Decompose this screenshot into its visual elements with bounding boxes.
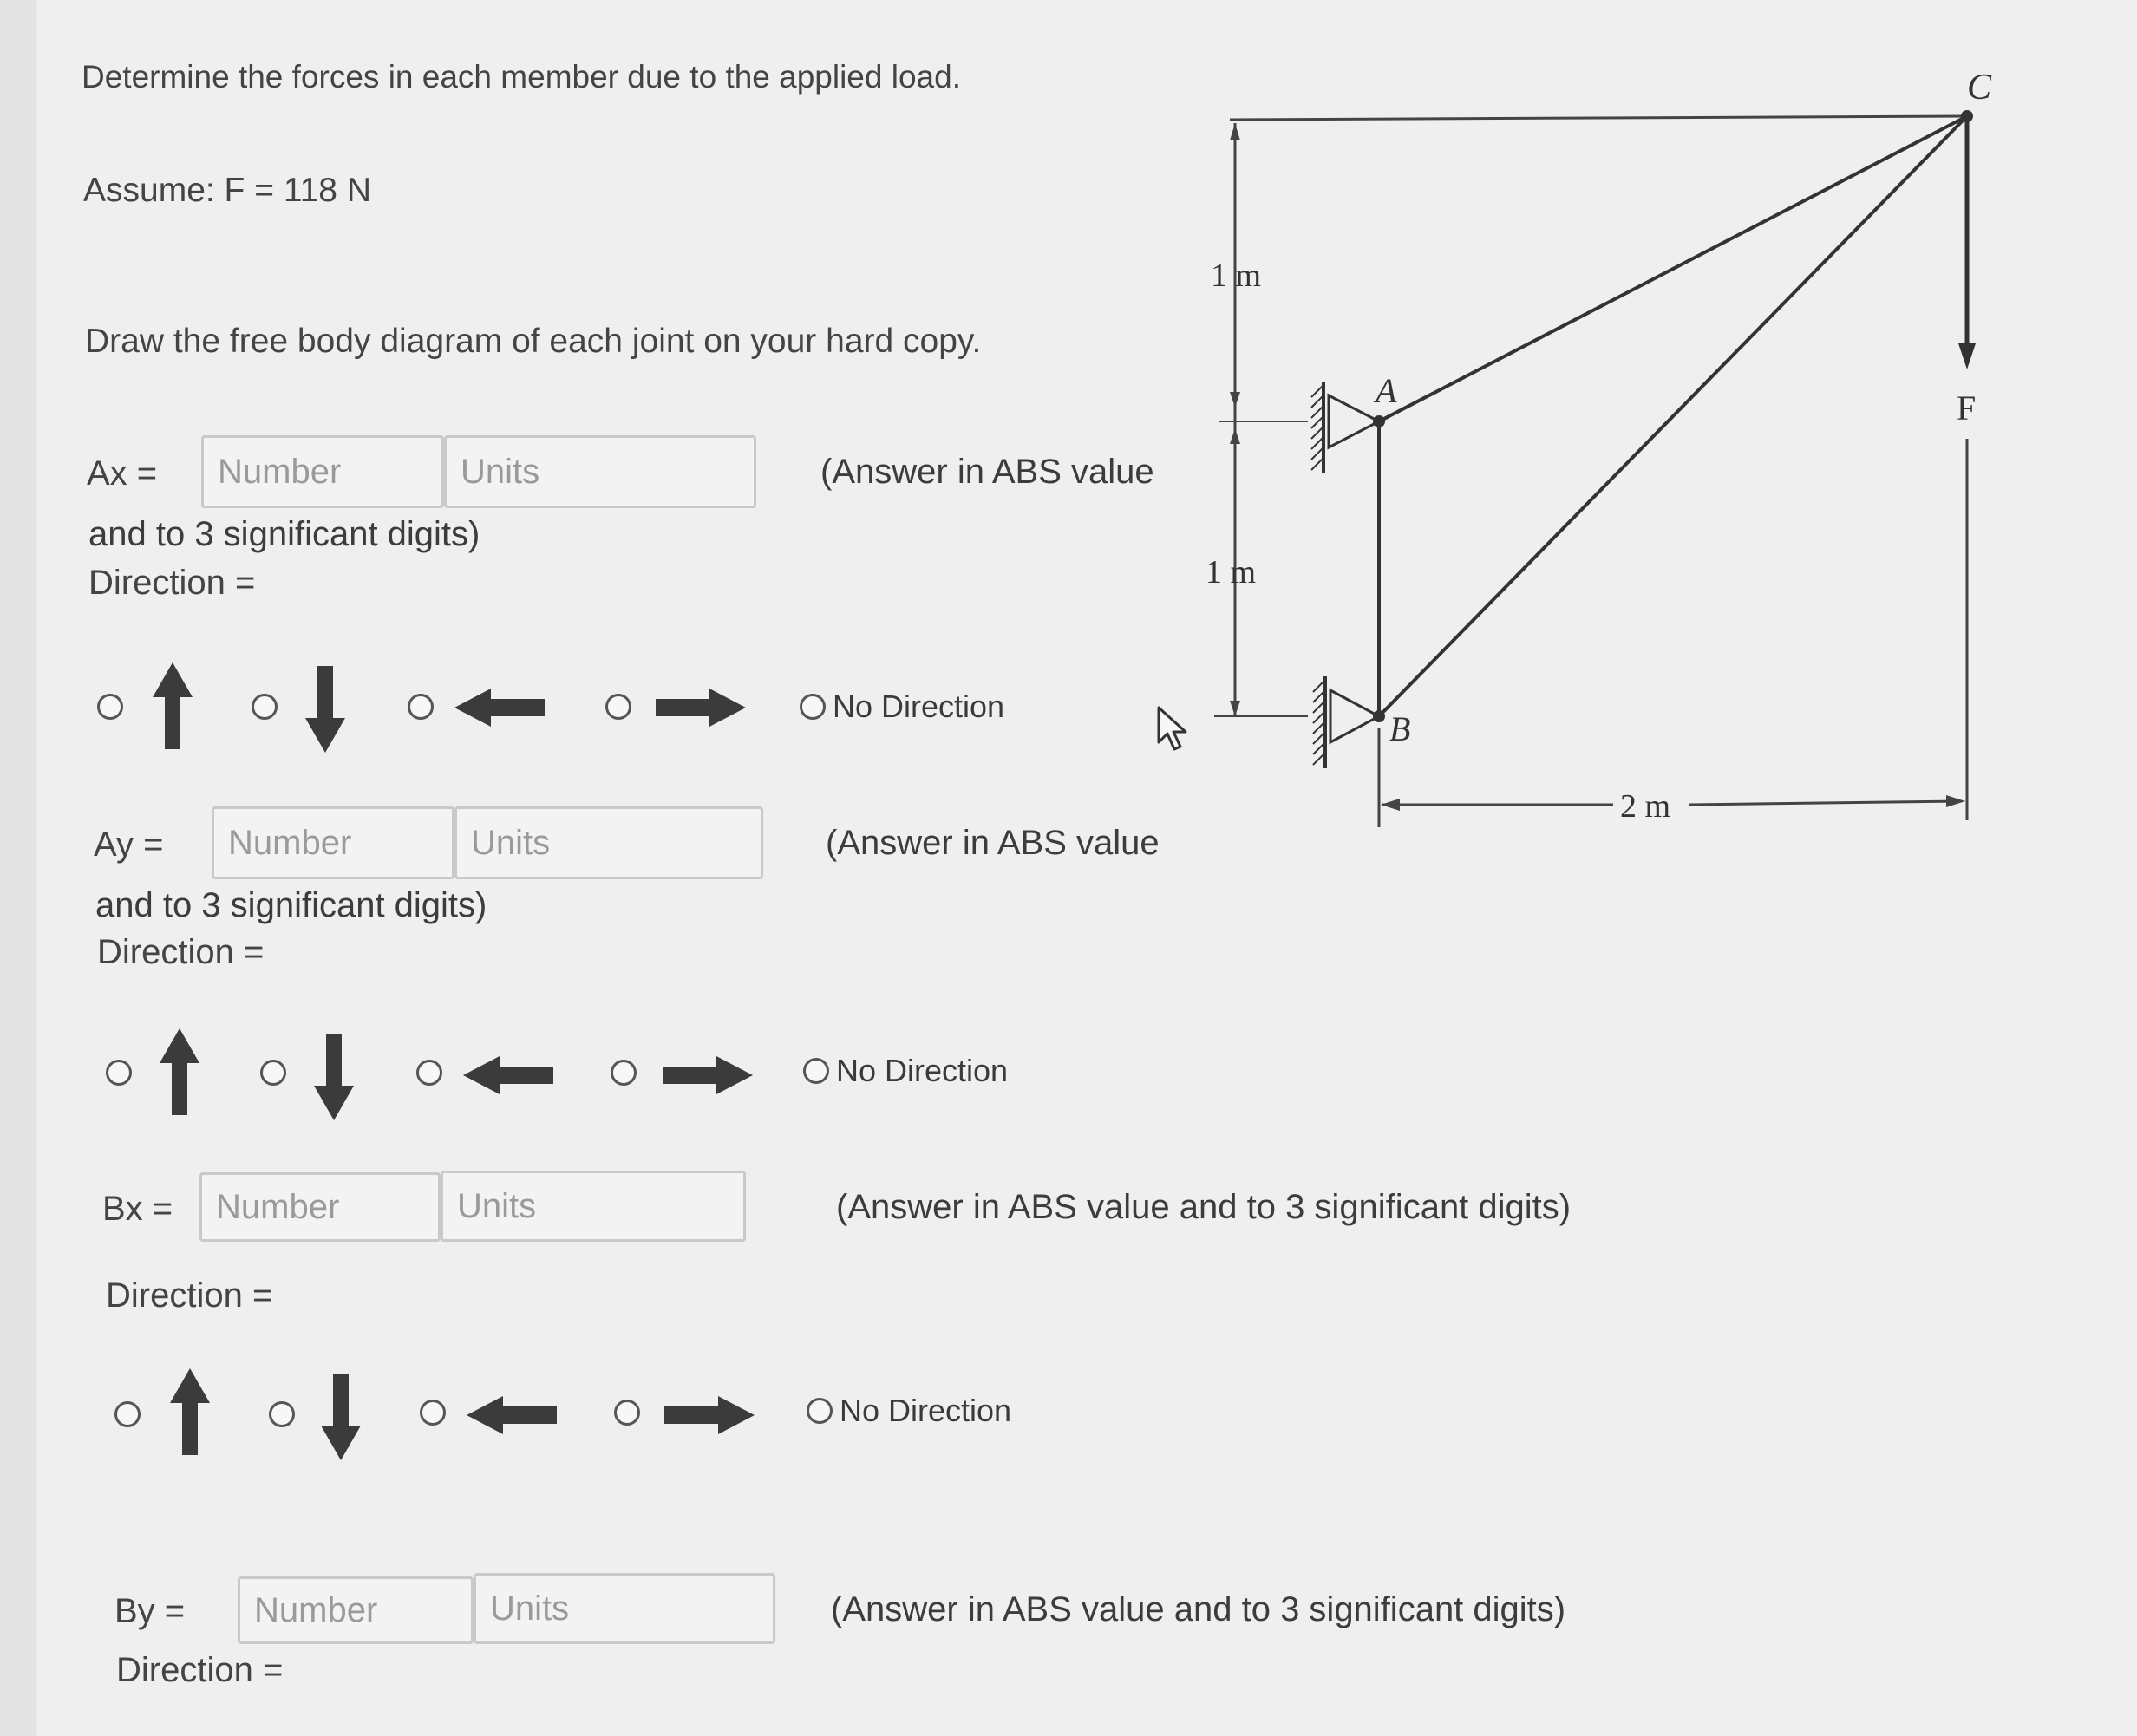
assume-text: Assume: F = 118 N xyxy=(83,172,371,209)
bx-answer-note: (Answer in ABS value and to 3 significant digits) xyxy=(836,1188,1572,1226)
instruction-text: Draw the free body diagram of each joint on your hard copy. xyxy=(85,323,982,360)
dim-top-label: 1 m xyxy=(1211,258,1262,294)
label-c: C xyxy=(1967,68,1992,108)
ay-radio-up[interactable] xyxy=(106,1060,132,1086)
left-arrow-icon xyxy=(454,689,545,727)
bx-units-select[interactable]: Units xyxy=(441,1171,746,1242)
joint-b xyxy=(1373,710,1385,722)
ax-no-direction-label: No Direction xyxy=(833,689,1005,724)
ay-radio-down[interactable] xyxy=(260,1060,286,1086)
dim-bottom-label: 1 m xyxy=(1206,554,1257,591)
down-arrow-icon xyxy=(321,1374,361,1460)
ay-no-direction-label: No Direction xyxy=(836,1053,1009,1088)
ay-direction-label: Direction = xyxy=(97,933,265,971)
ax-units-select[interactable]: Units xyxy=(444,435,756,508)
left-arrow-icon xyxy=(467,1396,557,1434)
by-number-input[interactable]: Number xyxy=(238,1576,474,1644)
down-arrow-icon xyxy=(314,1034,354,1120)
member-bc xyxy=(1379,116,1967,716)
bx-radio-down[interactable] xyxy=(269,1401,295,1427)
ax-radio-left[interactable] xyxy=(408,694,434,720)
bx-direction-label: Direction = xyxy=(106,1276,273,1315)
ax-radio-none[interactable] xyxy=(800,694,826,720)
up-arrow-icon xyxy=(170,1368,210,1455)
by-label: By = xyxy=(114,1592,186,1630)
ax-radio-up[interactable] xyxy=(97,694,123,720)
right-arrow-icon xyxy=(663,1056,753,1094)
ay-radio-left[interactable] xyxy=(416,1060,442,1086)
member-ac xyxy=(1379,116,1967,421)
ax-radio-down[interactable] xyxy=(252,694,278,720)
left-arrow-icon xyxy=(463,1056,553,1094)
dim-width-label: 2 m xyxy=(1620,788,1671,825)
ay-radio-right[interactable] xyxy=(611,1060,637,1086)
problem-statement: Determine the forces in each member due to the applied load. xyxy=(82,59,961,95)
ax-label: Ax = xyxy=(87,454,158,493)
label-f: F xyxy=(1957,388,1977,427)
bx-label: Bx = xyxy=(102,1190,173,1228)
mouse-cursor-icon xyxy=(1157,706,1188,754)
bx-radio-none[interactable] xyxy=(807,1398,833,1424)
support-b xyxy=(1330,690,1379,742)
ay-number-input[interactable]: Number xyxy=(212,806,454,879)
ay-answer-note-cont: and to 3 significant digits) xyxy=(95,886,487,924)
ax-answer-note: (Answer in ABS value xyxy=(820,453,1154,491)
bx-radio-up[interactable] xyxy=(114,1401,141,1427)
bx-no-direction-label: No Direction xyxy=(840,1393,1012,1428)
ay-units-select[interactable]: Units xyxy=(454,806,763,879)
up-arrow-icon xyxy=(160,1028,199,1115)
support-a xyxy=(1329,395,1379,447)
by-units-select[interactable]: Units xyxy=(474,1573,775,1644)
ax-answer-note-cont: and to 3 significant digits) xyxy=(88,515,480,553)
ax-radio-right[interactable] xyxy=(605,694,631,720)
ax-number-input[interactable]: Number xyxy=(201,435,444,508)
ay-label: Ay = xyxy=(94,826,164,864)
right-arrow-icon xyxy=(656,689,746,727)
up-arrow-icon xyxy=(153,662,193,749)
truss-diagram xyxy=(1197,52,2012,832)
label-a: A xyxy=(1376,371,1397,410)
bx-radio-left[interactable] xyxy=(420,1400,446,1426)
bx-radio-right[interactable] xyxy=(614,1400,640,1426)
by-answer-note: (Answer in ABS value and to 3 significant digits) xyxy=(831,1590,1566,1628)
top-reference-line xyxy=(1230,116,1967,120)
down-arrow-icon xyxy=(305,666,345,753)
by-direction-label: Direction = xyxy=(116,1651,284,1689)
ax-direction-label: Direction = xyxy=(88,564,256,602)
joint-a xyxy=(1373,415,1385,427)
ay-radio-none[interactable] xyxy=(803,1058,829,1084)
label-b: B xyxy=(1389,709,1411,748)
right-arrow-icon xyxy=(664,1396,755,1434)
ay-answer-note: (Answer in ABS value xyxy=(826,824,1160,862)
bx-number-input[interactable]: Number xyxy=(199,1172,441,1242)
